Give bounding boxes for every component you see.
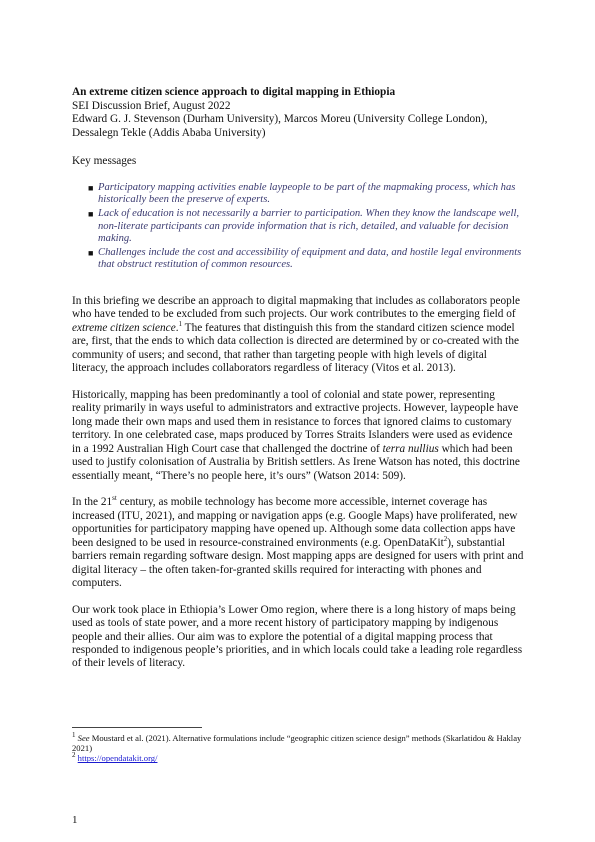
footnote-text: Moustard et al. (2021). Alternative formulations include “geographic citizen science design” methods (Skarlatidou & Haklay 2021) bbox=[72, 733, 522, 754]
footnote-divider bbox=[72, 727, 202, 728]
text-run: The features that distinguish this from the standard citizen science model are, first, that the ends to which data collection is directed are determined by or co-created with the community of users; and second, that rather than targeting people with high levels of digital literacy, the approach includes collaborators regardless of literacy (Vitos et al. 2013). bbox=[72, 321, 519, 375]
key-message-text: Challenges include the cost and accessibility of equipment and data, and hostile legal environments that obstruct restitution of common resources. bbox=[98, 246, 522, 271]
key-message-item bbox=[88, 247, 528, 272]
square-bullet-icon: ■ bbox=[88, 209, 94, 220]
text-run: In the 21 bbox=[72, 496, 113, 509]
ordinal-suffix: st bbox=[112, 494, 117, 503]
text-run: century, as mobile technology has become more accessible, internet coverage has increased (ITU, 2021), and mapping or navigation apps (e.g. Google Maps) have proliferated, new opportunities for participatory mapping have opened up. Although some data collection apps have been designed to be used in resource-constrained environments (e.g. OpenDataKit bbox=[72, 496, 518, 549]
text-run: ), substantial barriers remain regarding software design. Most mapping apps are designed for users with print and digital literacy – the often taken-for-granted skills required for interacting with phones and computers. bbox=[72, 536, 524, 589]
title-block bbox=[72, 86, 532, 140]
text-run: In this briefing we describe an approach to digital mapmaking that includes as collaborators people who have tended to be excluded from such projects. Our work contributes to the emerging field of bbox=[72, 295, 520, 321]
authors-line-1: Edward G. J. Stevenson (Durham University), Marcos Moreu (University College London), bbox=[72, 113, 488, 126]
text-run: Historically, mapping has been predominantly a tool of colonial and state power, representing reality primarily in ways useful to administrators and extractive projects. However, laypeople have long made their own maps and used them in resistance to forces that ignored claims to customary territory. In one celebrated case, maps produced by Torres Straits Islanders were used as evidence in a 1992 Australian High Court case that challenged the doctrine of bbox=[72, 388, 519, 455]
footnote-2 bbox=[72, 753, 524, 763]
paragraph-history bbox=[72, 389, 524, 483]
paragraph-study-site: Our work took place in Ethiopia’s Lower Omo region, where there is a long history of maps being used as tools of state power, and a more recent history of participatory mapping by indigenous people and their allies. Our aim was to explore the potential of a digital mapping process that responded to indigenous people’s priorities, and in which locals could take a leading role regardless of their levels of literacy. bbox=[72, 603, 523, 670]
footnote-ref-2[interactable]: 2 bbox=[443, 534, 448, 543]
footnote-1 bbox=[72, 733, 524, 753]
document-title: An extreme citizen science approach to digital mapping in Ethiopia bbox=[72, 86, 396, 98]
footnote-emphasis: See bbox=[77, 733, 90, 743]
text-run: . bbox=[175, 321, 179, 334]
text-run: which had been used to justify colonisation of Australia by British settlers. As Irene Watson has noted, this doctrine essentially meant, “There’s no people here, it’s ours” (Watson 2014: 509). bbox=[72, 442, 520, 482]
key-message-item bbox=[88, 208, 528, 245]
opendatakit-link[interactable]: https://opendatakit.org/ bbox=[77, 753, 158, 764]
footnotes bbox=[72, 733, 524, 764]
key-messages-list bbox=[88, 182, 528, 273]
paragraph-technology bbox=[72, 496, 524, 590]
emphasis-term: extreme citizen science bbox=[72, 321, 176, 334]
key-message-text: Participatory mapping activities enable laypeople to be part of the mapmaking process, which has historically been the preserve of experts. bbox=[98, 182, 516, 206]
body-text bbox=[72, 295, 524, 684]
footnote-number: 2 bbox=[72, 751, 76, 760]
page-number: 1 bbox=[72, 814, 78, 826]
key-message-item bbox=[88, 182, 528, 207]
authors-line-2: Dessalegn Tekle (Addis Ababa University) bbox=[72, 126, 266, 139]
paragraph-intro bbox=[72, 295, 524, 376]
key-messages-heading: Key messages bbox=[72, 155, 137, 167]
series-line: SEI Discussion Brief, August 2022 bbox=[72, 99, 231, 112]
footnote-ref-1[interactable]: 1 bbox=[178, 320, 183, 329]
square-bullet-icon: ■ bbox=[88, 247, 94, 258]
square-bullet-icon: ■ bbox=[88, 183, 94, 193]
key-message-text: Lack of education is not necessarily a barrier to participation. When they know the landscape well, non-literate participants can provide information that is rich, detailed, and valuable for decision making. bbox=[98, 208, 520, 245]
footnote-number: 1 bbox=[72, 731, 76, 740]
emphasis-term: terra nullius bbox=[382, 442, 439, 455]
